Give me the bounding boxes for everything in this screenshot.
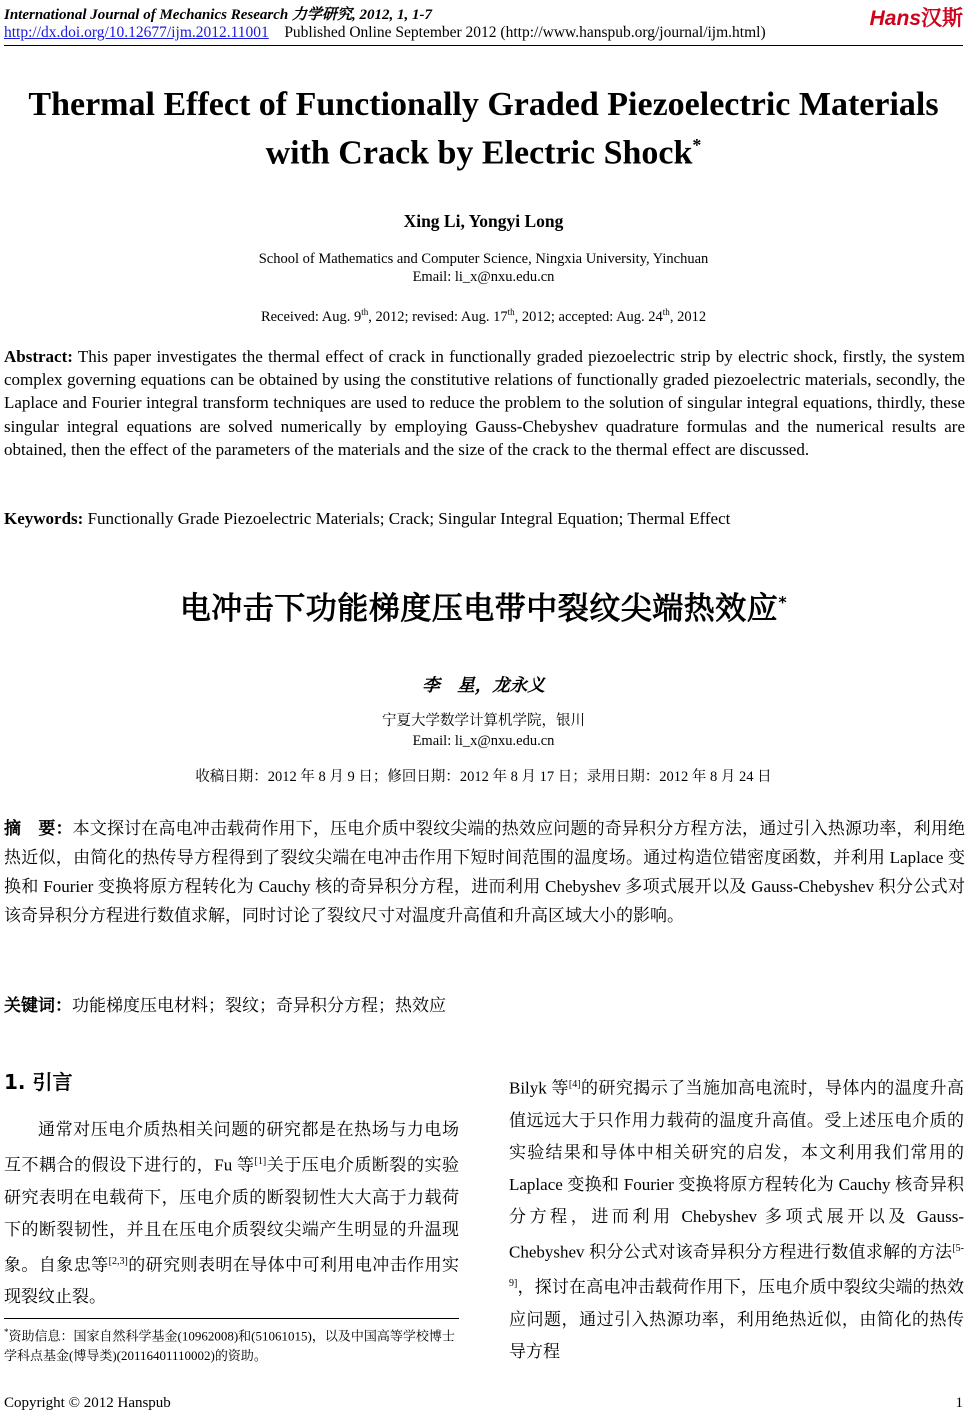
footnote-rule [4, 1318, 459, 1319]
hanspub-logo [870, 2, 963, 32]
dates-en: Received: Aug. 9th, 2012; revised: Aug. 17th, 2012; accepted: Aug. 24th, 2012 [260, 307, 707, 325]
email-en: Email: li_x@nxu.edu.cn [412, 269, 555, 285]
intro-column-right: Bilyk 等[4]的研究揭示了当施加高电流时，导体内的温度升高值远远大于只作用力载荷的温度升高值。受上述压电介质的实验结果和导体中相关研究的启发，本文利用我们常用的 Laplace 变换和 Fourier 变换将原方程转化为 Cauchy 核奇异积分方程，进而利用 Chebyshev 多项式展开以及 Gauss-Chebyshev 积分公式对该奇异积分方程进行数值求解的方法[5-9]，探讨在高电冲击载荷作用下，压电介质中裂纹尖端的热效应问题，通过引入热源功率，利用绝热近似，由简化的热传导方程 [509, 1078, 965, 1361]
authors-en: Xing Li, Yongyi Long [403, 211, 564, 231]
journal-header: International Journal of Mechanics Research 力学研究, 2012, 1, 1-7 [4, 7, 432, 23]
logo-cn: 汉斯 [921, 6, 963, 30]
keywords-cn [4, 991, 965, 1020]
page-number: 1 [955, 1395, 963, 1411]
keywords-label: Keywords: [4, 509, 84, 528]
keywords-cn-text: 功能梯度压电材料；裂纹；奇异积分方程；热效应 [72, 996, 446, 1015]
dates-cn: 收稿日期：2012 年 8 月 9 日；修回日期：2012 年 8 月 17 日；录用日期：2012 年 8 月 24 日 [195, 769, 772, 785]
copyright: Copyright © 2012 Hanspub [4, 1395, 171, 1411]
authors-cn: 李 星，龙永义 [422, 675, 545, 695]
intro-column-left: 通常对压电介质热相关问题的研究都是在热场与力电场互不耦合的假设下进行的，Fu 等[1]关于压电介质断裂的实验研究表明在电载荷下，压电介质的断裂韧性大大高于力载荷下的断裂韧性，并且在压电介质裂纹尖端产生明显的升温现象。自象忠等[2,3]的研究则表明在导体中可利用电冲击作用实现裂纹止裂。 [4, 1120, 460, 1307]
email-cn: Email: li_x@nxu.edu.cn [412, 733, 555, 749]
abstract-label: Abstract: [4, 347, 73, 366]
abstract-cn [4, 814, 965, 930]
doi-link[interactable]: http://dx.doi.org/10.12677/ijm.2012.11001 [4, 24, 269, 41]
affiliation-en: School of Mathematics and Computer Science, Ningxia University, Yinchuan [258, 251, 709, 267]
header-rule [4, 45, 963, 46]
doi-line [4, 24, 766, 42]
title-en-line1: Thermal Effect of Functionally Graded Piezoelectric Materials [28, 86, 939, 123]
keywords-cn-label: 关键词： [4, 996, 72, 1015]
abstract-cn-text: 本文探讨在高电冲击载荷作用下，压电介质中裂纹尖端的热效应问题的奇异积分方程方法，通过引入热源功率，利用绝热近似，由简化的热传导方程得到了裂纹尖端在电冲击作用下短时间范围的温度场。通过构造位错密度函数，并利用 Laplace 变换和 Fourier 变换将原方程转化为 Cauchy 核的奇异积分方程，进而利用 Chebyshev 多项式展开以及 Gauss-Chebyshev 积分公式对该奇异积分方程进行数值求解，同时讨论了裂纹尺寸对温度升高值和升高区域大小的影响。 [4, 819, 965, 925]
abstract-text: This paper investigates the thermal effect of crack in functionally graded piezoelectric strip by electric shock, firstly, the system complex governing equations can be obtained by using the constitutive relations of functionally graded piezoelectric materials, secondly, the Laplace and Fourier integral transform techniques are used to reduce the problem to the solution of singular integral equations, thirdly, these singular integral equations are solved numerically by employing Gauss-Chebyshev quadrature formulas and the numerical results are obtained, then the effect of the parameters of the materials and the size of the crack to the thermal effect are discussed. [4, 347, 965, 459]
keywords-en [4, 507, 965, 530]
keywords-text: Functionally Grade Piezoelectric Materials; Crack; Singular Integral Equation; Thermal Effect [83, 509, 731, 528]
paper-title-cn: 电冲击下功能梯度压电带中裂纹尖端热效应* [179, 591, 788, 627]
affiliation-cn: 宁夏大学数学计算机学院，银川 [382, 713, 585, 729]
published-info: Published Online September 2012 (http://www.hanspub.org/journal/ijm.html) [284, 24, 766, 41]
abstract-cn-label: 摘 要： [4, 819, 73, 838]
title-en-line2: with Crack by Electric Shock* [265, 134, 702, 172]
paper-title-en [0, 84, 967, 173]
abstract-en [4, 345, 965, 461]
title-footnote-mark: * [692, 135, 702, 155]
funding-footnote: *资助信息：国家自然科学基金(10962008)和(51061015)，以及中国高等学校博士学科点基金(博导类)(20116401110002)的资助。 [4, 1327, 455, 1364]
section-heading: 1. 引言 [4, 1070, 73, 1094]
logo-latin: Hans [869, 7, 921, 30]
